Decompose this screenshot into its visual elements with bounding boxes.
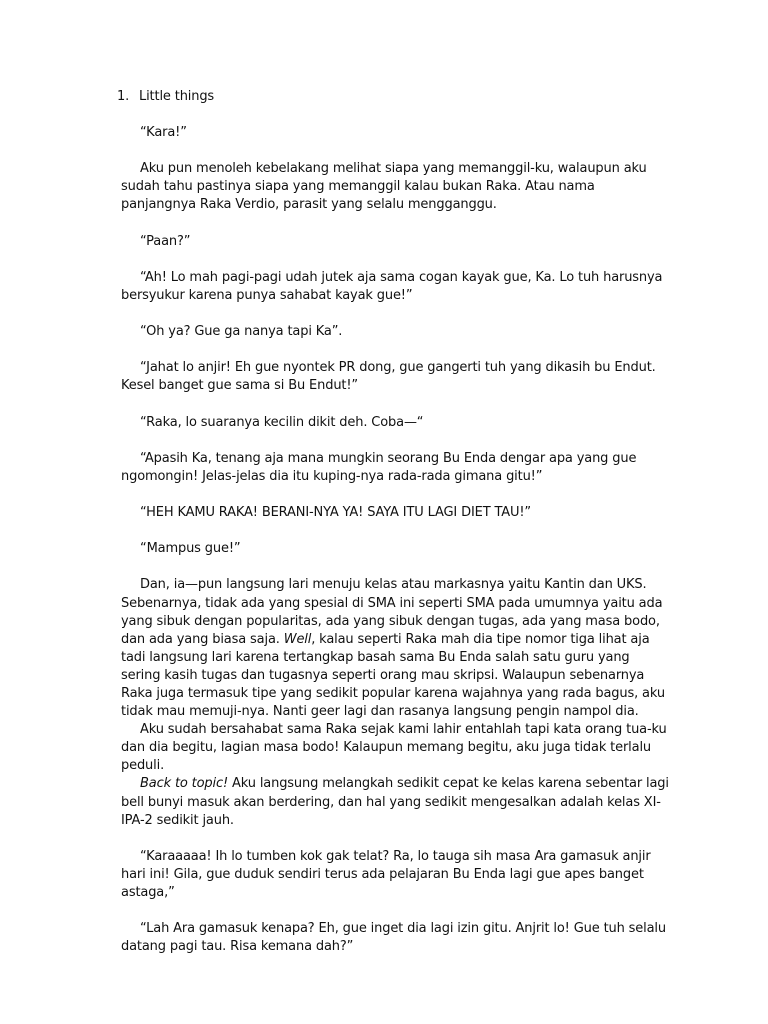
chapter-number: 1. <box>117 89 130 104</box>
dialogue-paragraph: “Karaaaaa! Ih lo tumben kok gak telat? Ra, lo tauga sih masa Ara gamasuk anjir hari ini! Gila, gue duduk sendiri terus ada pelajaran Bu Enda lagi gue apes banget astaga,” <box>121 848 651 901</box>
narration-paragraph: Aku pun menoleh kebelakang melihat siapa yang memanggil-ku, walaupun aku sudah tahu pastinya siapa yang memanggil kalau bukan Raka. Atau nama panjangnya Raka Verdio, parasit yang selalu mengganggu. <box>121 161 647 213</box>
narration-text: Dan, ia—pun langsung lari menuju kelas atau markasnya yaitu Kantin dan UKS. Sebenarnya, tidak ada yang spesial di SMA ini seperti SMA pada umumnya yaitu ada yang sibuk dengan popularitas, ada yang sibuk dengan tugas, ada yang masa bodo, dan ada yang biasa saja. <box>121 577 663 647</box>
dialogue-paragraph: “Lah Ara gamasuk kenapa? Eh, gue inget dia lagi izin gitu. Anjrit lo! Gue tuh selalu datang pagi tau. Risa kemana dah?” <box>121 921 666 955</box>
italic-text: Back to topic! <box>140 776 229 792</box>
dialogue-paragraph: “Raka, lo suaranya kecilin dikit deh. Coba—“ <box>140 414 424 430</box>
dialogue-paragraph: “Apasih Ka, tenang aja mana mungkin seorang Bu Enda dengar apa yang gue ngomongin! Jelas-jelas dia itu kuping-nya rada-rada gimana gitu!” <box>121 450 637 484</box>
narration-text: Aku langsung melangkah sedikit cepat ke kelas karena sebentar lagi bell bunyi masuk akan berdering, dan hal yang sedikit mengesalkan adalah kelas XI-IPA-2 sedikit jauh. <box>121 776 669 828</box>
chapter-heading <box>117 88 669 106</box>
chapter-title: Little things <box>139 89 215 104</box>
narration-paragraph <box>121 576 669 721</box>
document-body <box>117 88 669 956</box>
dialogue-paragraph: “Jahat lo anjir! Eh gue nyontek PR dong, gue gangerti tuh yang dikasih bu Endut. Kesel banget gue sama si Bu Endut!” <box>121 360 656 394</box>
dialogue-paragraph: “Kara!” <box>140 125 187 141</box>
dialogue-paragraph: “Paan?” <box>140 233 191 249</box>
italic-text: Well <box>283 631 312 647</box>
narration-text: , kalau seperti Raka mah dia tipe nomor tiga lihat aja tadi langsung lari karena tertangkap basah sama Bu Enda salah satu guru yang sering kasih tugas dan tugasnya seperti orang mau skripsi. Walaupun sebenarnya Raka juga termasuk tipe yang sedikit popular karena wajahnya yang rada bagus, aku tidak mau memuji-nya. Nanti geer lagi dan rasanya langsung pengin nampol dia. <box>121 631 665 720</box>
dialogue-paragraph: “Oh ya? Gue ga nanya tapi Ka”. <box>140 324 343 340</box>
narration-paragraph: Aku sudah bersahabat sama Raka sejak kami lahir entahlah tapi kata orang tua-ku dan dia begitu, lagian masa bodo! Kalaupun memang begitu, aku juga tidak terlalu peduli. <box>121 722 667 774</box>
dialogue-paragraph: “Mampus gue!” <box>140 541 241 557</box>
dialogue-paragraph: “HEH KAMU RAKA! BERANI-NYA YA! SAYA ITU LAGI DIET TAU!” <box>140 505 532 521</box>
narration-paragraph <box>121 775 669 829</box>
dialogue-paragraph: “Ah! Lo mah pagi-pagi udah jutek aja sama cogan kayak gue, Ka. Lo tuh harusnya bersyukur karena punya sahabat kayak gue!” <box>121 269 663 303</box>
